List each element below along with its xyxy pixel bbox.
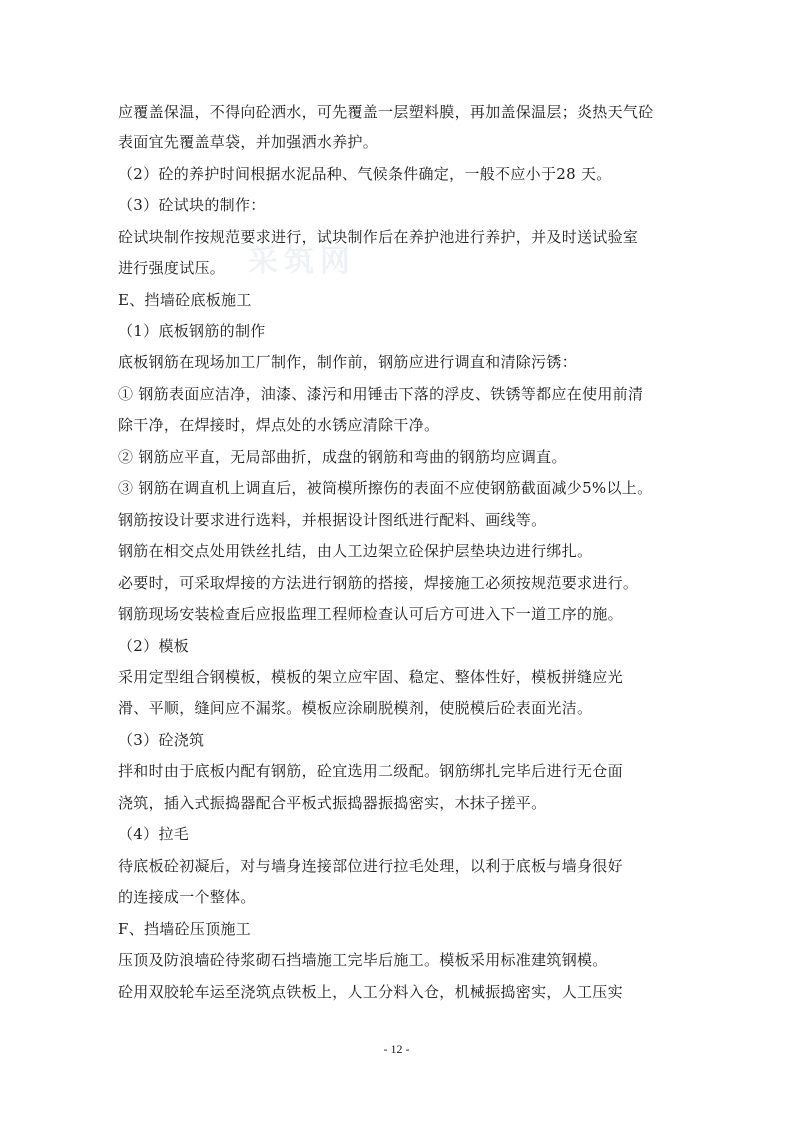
- text-line: 必要时，可采取焊接的方法进行钢筋的搭接，焊接施工必须按规范要求进行。: [118, 574, 639, 592]
- text-line: 钢筋在相交点处用铁丝扎结，由人工边架立砼保护层垫块边进行绑扎。: [118, 542, 593, 560]
- text-line: 除干净，在焊接时，焊点处的水锈应清除干净。: [118, 416, 440, 434]
- section-heading: F、挡墙砼压顶施工: [118, 920, 252, 938]
- text-line: 应覆盖保温，不得向砼洒水，可先覆盖一层塑料膜，再加盖保温层；炎热天气砼: [118, 103, 654, 121]
- text-line: 拌和时由于底板内配有钢筋，砼宜选用二级配。钢筋绑扎完毕后进行无仓面: [118, 762, 623, 780]
- text-line: 表面宜先覆盖草袋，并加强洒水养护。: [118, 133, 379, 151]
- text-line: 滑、平顺，缝间应不漏浆。模板应涂刷脱模剂，使脱模后砼表面光洁。: [118, 699, 593, 717]
- text-line: 采用定型组合钢模板，模板的架立应牢固、稳定、整体性好，模板拼缝应光: [118, 668, 623, 686]
- text-line: （3）砼试块的制作：: [118, 196, 266, 214]
- watermark: 采筑网: [248, 244, 356, 279]
- section-heading: E、挡墙砼底板施工: [118, 291, 252, 309]
- text-line: 钢筋现场安装检查后应报监理工程师检查认可后方可进入下一道工序的施。: [118, 605, 623, 623]
- text-line: 钢筋按设计要求进行选料，并根据设计图纸进行配料、画线等。: [118, 511, 547, 529]
- text-line: 底板钢筋在现场加工厂制作，制作前，钢筋应进行调直和清除污锈：: [118, 353, 578, 371]
- list-item: ① 钢筋表面应洁净，油漆、漆污和用锤击下落的浮皮、铁锈等都应在使用前清: [118, 385, 644, 403]
- text-line: 压顶及防浪墙砼待浆砌石挡墙施工完毕后施工。模板采用标准建筑钢模。: [118, 951, 608, 969]
- subsection-heading: （4）拉毛: [118, 825, 190, 843]
- text-line: 浇筑，插入式振捣器配合平板式振捣器振捣密实，木抹子搓平。: [118, 794, 547, 812]
- text-line: 的连接成一个整体。: [118, 888, 256, 906]
- page-number: - 12 -: [383, 1042, 410, 1056]
- text-line: 待底板砼初凝后，对与墙身连接部位进行拉毛处理，以利于底板与墙身很好: [118, 857, 623, 875]
- text-line: 砼用双胶轮车运至浇筑点铁板上，人工分料入仓，机械振捣密实，人工压实: [118, 983, 623, 1001]
- text-line: 进行强度试压。: [118, 259, 226, 277]
- text-line: （2）砼的养护时间根据水泥品种、气候条件确定，一般不应小于28 天。: [118, 165, 612, 183]
- list-item: ② 钢筋应平直，无局部曲折，成盘的钢筋和弯曲的钢筋均应调直。: [118, 448, 567, 466]
- text-line: 砼试块制作按规范要求进行，试块制作后在养护池进行养护，并及时送试验室: [118, 228, 639, 246]
- subsection-heading: （2）模板: [118, 637, 190, 655]
- list-item: ③ 钢筋在调直机上调直后，被筒模所擦伤的表面不应使钢筋截面减少5%以上。: [118, 479, 653, 497]
- subsection-heading: （3）砼浇筑: [118, 731, 205, 749]
- subsection-heading: （1）底板钢筋的制作: [118, 322, 266, 340]
